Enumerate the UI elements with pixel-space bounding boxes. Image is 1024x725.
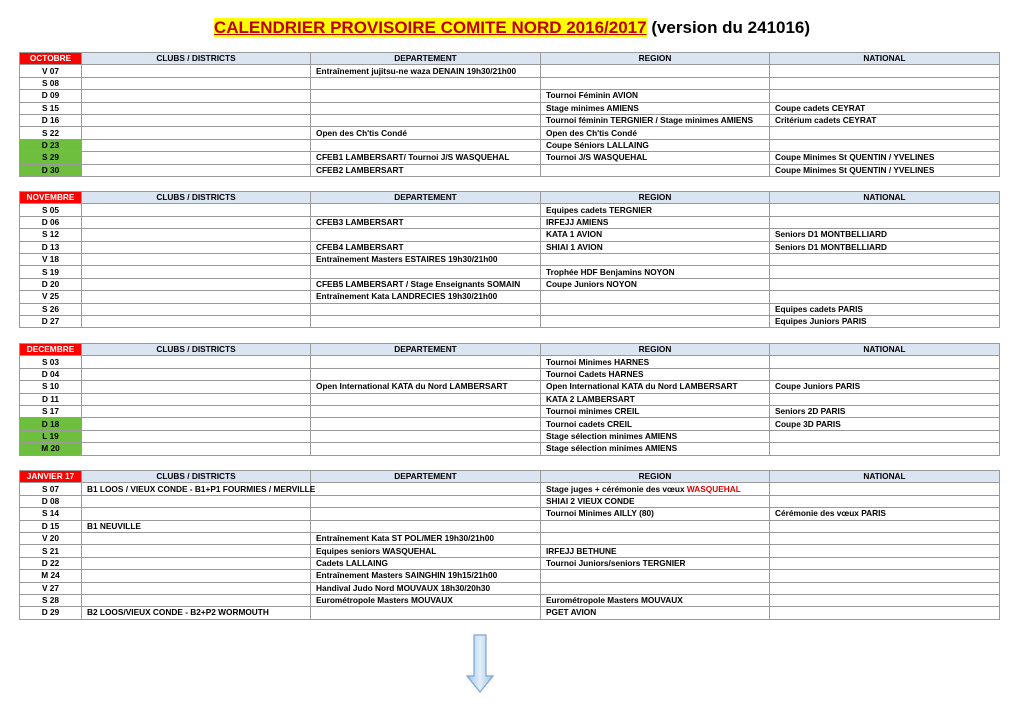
day-cell: D 30 [20,164,82,176]
national-cell [770,90,1000,102]
departement-cell: CFEB2 LAMBERSART [311,164,541,176]
day-cell: D 20 [20,278,82,290]
table-row [20,495,1000,507]
national-cell: Equipes Juniors PARIS [770,315,1000,327]
month-label: OCTOBRE [20,53,82,65]
departement-cell: Eurométropole Masters MOUVAUX [311,594,541,606]
region-cell: Coupe Juniors NOYON [541,278,770,290]
national-cell [770,266,1000,278]
national-cell: Critérium cadets CEYRAT [770,114,1000,126]
national-cell [770,532,1000,544]
departement-cell [311,102,541,114]
departement-cell [311,229,541,241]
departement-cell [311,393,541,405]
region-cell: Eurométropole Masters MOUVAUX [541,594,770,606]
day-cell: S 10 [20,381,82,393]
national-cell [770,545,1000,557]
clubs-cell [82,253,311,265]
national-cell: Seniors 2D PARIS [770,405,1000,417]
departement-cell [311,443,541,455]
table-row [20,114,1000,126]
national-header: NATIONAL [770,192,1000,204]
departement-header: DEPARTEMENT [311,192,541,204]
departement-cell: Entraînement Kata LANDRECIES 19h30/21h00 [311,291,541,303]
departement-cell [311,139,541,151]
departement-cell: Entraînement Kata ST POL/MER 19h30/21h00 [311,532,541,544]
region-cell: Open International KATA du Nord LAMBERSART [541,381,770,393]
departement-cell: Cadets LALLAING [311,557,541,569]
table-row [20,303,1000,315]
table-row [20,315,1000,327]
table-row [20,520,1000,532]
table-row [20,127,1000,139]
departement-cell [311,495,541,507]
national-cell: Seniors D1 MONTBELLIARD [770,229,1000,241]
national-cell [770,557,1000,569]
national-cell [770,570,1000,582]
departement-cell: CFEB3 LAMBERSART [311,216,541,228]
clubs-cell [82,443,311,455]
region-header: REGION [541,53,770,65]
national-header: NATIONAL [770,53,1000,65]
departement-cell [311,483,541,495]
region-cell: Tournoi Minimes HARNES [541,356,770,368]
table-row [20,508,1000,520]
national-cell [770,204,1000,216]
month-label: DECEMBRE [20,344,82,356]
day-cell: S 14 [20,508,82,520]
day-cell: S 22 [20,127,82,139]
day-cell: S 26 [20,303,82,315]
page-title [0,17,1024,39]
clubs-cell [82,368,311,380]
region-cell: Tournoi Juniors/seniors TERGNIER [541,557,770,569]
region-cell: Tournoi J/S WASQUEHAL [541,152,770,164]
region-cell: Tournoi Minimes AILLY (80) [541,508,770,520]
clubs-cell [82,418,311,430]
table-row [20,483,1000,495]
region-header: REGION [541,471,770,483]
region-cell: SHIAI 2 VIEUX CONDE [541,495,770,507]
header-row [20,53,1000,65]
clubs-cell [82,266,311,278]
region-cell: Trophée HDF Benjamins NOYON [541,266,770,278]
region-cell [541,483,770,495]
national-cell [770,520,1000,532]
departement-cell [311,368,541,380]
clubs-cell [82,303,311,315]
region-cell [541,532,770,544]
clubs-cell [82,102,311,114]
clubs-cell [82,216,311,228]
day-cell: S 19 [20,266,82,278]
day-cell: S 17 [20,405,82,417]
region-text: Stage juges + cérémonie des vœux [546,483,685,494]
title-main: CALENDRIER PROVISOIRE COMITE NORD 2016/2017 [213,18,647,37]
day-cell: D 18 [20,418,82,430]
national-cell [770,356,1000,368]
month-table [19,191,1000,328]
national-cell [770,594,1000,606]
day-cell: M 20 [20,443,82,455]
clubs-cell [82,241,311,253]
departement-cell: Entraînement Masters SAINGHIN 19h15/21h00 [311,570,541,582]
day-cell: D 09 [20,90,82,102]
clubs-cell [82,164,311,176]
departement-header: DEPARTEMENT [311,53,541,65]
day-cell: D 27 [20,315,82,327]
departement-cell: Handival Judo Nord MOUVAUX 18h30/20h30 [311,582,541,594]
table-row [20,278,1000,290]
day-cell: S 05 [20,204,82,216]
table-row [20,356,1000,368]
clubs-cell [82,90,311,102]
table-row [20,65,1000,77]
clubs-cell [82,77,311,89]
national-cell: Equipes cadets PARIS [770,303,1000,315]
table-row [20,607,1000,619]
departement-cell [311,405,541,417]
region-cell: Equipes cadets TERGNIER [541,204,770,216]
clubs-cell [82,570,311,582]
table-row [20,164,1000,176]
departement-cell [311,303,541,315]
day-cell: V 25 [20,291,82,303]
national-cell [770,216,1000,228]
national-cell [770,483,1000,495]
departement-cell: Equipes seniors WASQUEHAL [311,545,541,557]
national-cell [770,253,1000,265]
departement-cell [311,430,541,442]
day-cell: D 11 [20,393,82,405]
departement-header: DEPARTEMENT [311,471,541,483]
day-cell: D 29 [20,607,82,619]
region-cell [541,65,770,77]
region-cell [541,164,770,176]
region-cell: Tournoi cadets CREIL [541,418,770,430]
region-cell [541,77,770,89]
month-label: JANVIER 17 [20,471,82,483]
clubs-cell [82,508,311,520]
table-row [20,77,1000,89]
national-cell [770,430,1000,442]
clubs-header: CLUBS / DISTRICTS [82,344,311,356]
region-cell: Stage sélection minimes AMIENS [541,443,770,455]
day-cell: V 07 [20,65,82,77]
day-cell: D 06 [20,216,82,228]
region-cell: IRFEJJ AMIENS [541,216,770,228]
table-row [20,443,1000,455]
day-cell: S 08 [20,77,82,89]
table-row [20,368,1000,380]
clubs-cell [82,582,311,594]
day-cell: V 20 [20,532,82,544]
national-cell [770,127,1000,139]
clubs-cell [82,65,311,77]
clubs-cell [82,356,311,368]
day-cell: D 16 [20,114,82,126]
day-cell: S 28 [20,594,82,606]
day-cell: D 23 [20,139,82,151]
region-cell: Stage minimes AMIENS [541,102,770,114]
table-row [20,557,1000,569]
departement-cell [311,77,541,89]
clubs-header: CLUBS / DISTRICTS [82,471,311,483]
day-cell: V 27 [20,582,82,594]
table-row [20,253,1000,265]
region-cell [541,520,770,532]
table-row [20,241,1000,253]
table-row [20,204,1000,216]
national-cell [770,291,1000,303]
day-cell: V 18 [20,253,82,265]
clubs-cell [82,405,311,417]
national-cell: Coupe Minimes St QUENTIN / YVELINES [770,164,1000,176]
region-cell [541,291,770,303]
clubs-cell [82,381,311,393]
day-cell: S 12 [20,229,82,241]
day-cell: D 22 [20,557,82,569]
clubs-cell: B1 LOOS / VIEUX CONDE - B1+P1 FOURMIES / MERVILLE [82,483,311,495]
region-cell: SHIAI 1 AVION [541,241,770,253]
clubs-cell [82,532,311,544]
national-cell [770,495,1000,507]
table-row [20,594,1000,606]
day-cell: D 13 [20,241,82,253]
day-cell: S 03 [20,356,82,368]
table-row [20,570,1000,582]
departement-header: DEPARTEMENT [311,344,541,356]
down-arrow-icon [466,634,494,694]
clubs-cell [82,114,311,126]
region-cell: Coupe Séniors LALLAING [541,139,770,151]
clubs-cell [82,152,311,164]
national-cell [770,582,1000,594]
departement-cell [311,266,541,278]
clubs-cell [82,278,311,290]
table-row [20,152,1000,164]
national-cell: Seniors D1 MONTBELLIARD [770,241,1000,253]
table-row [20,405,1000,417]
month-table [19,343,1000,456]
region-cell [541,303,770,315]
national-cell [770,65,1000,77]
clubs-cell [82,127,311,139]
national-header: NATIONAL [770,344,1000,356]
departement-cell [311,607,541,619]
day-cell: S 07 [20,483,82,495]
departement-cell: CFEB5 LAMBERSART / Stage Enseignants SOMAIN [311,278,541,290]
national-cell [770,393,1000,405]
table-row [20,216,1000,228]
clubs-header: CLUBS / DISTRICTS [82,192,311,204]
table-row [20,291,1000,303]
clubs-header: CLUBS / DISTRICTS [82,53,311,65]
title-version: (version du 241016) [646,18,811,37]
clubs-cell [82,291,311,303]
departement-cell [311,315,541,327]
departement-cell: CFEB4 LAMBERSART [311,241,541,253]
departement-cell [311,204,541,216]
day-cell: D 04 [20,368,82,380]
national-cell: Coupe Juniors PARIS [770,381,1000,393]
clubs-cell [82,229,311,241]
table-row [20,139,1000,151]
clubs-cell [82,393,311,405]
region-cell: KATA 1 AVION [541,229,770,241]
clubs-cell: B1 NEUVILLE [82,520,311,532]
table-row [20,418,1000,430]
national-cell: Coupe 3D PARIS [770,418,1000,430]
clubs-cell [82,557,311,569]
table-row [20,381,1000,393]
clubs-cell [82,545,311,557]
clubs-cell [82,315,311,327]
month-table [19,470,1000,620]
region-header: REGION [541,192,770,204]
region-cell [541,570,770,582]
region-cell: KATA 2 LAMBERSART [541,393,770,405]
table-row [20,545,1000,557]
national-cell [770,139,1000,151]
region-header: REGION [541,344,770,356]
national-cell: Coupe cadets CEYRAT [770,102,1000,114]
national-cell [770,443,1000,455]
region-cell: Tournoi Cadets HARNES [541,368,770,380]
table-row [20,266,1000,278]
departement-cell [311,508,541,520]
clubs-cell [82,139,311,151]
month-table [19,52,1000,177]
departement-cell [311,356,541,368]
region-cell: Open des Ch'tis Condé [541,127,770,139]
table-row [20,102,1000,114]
region-cell [541,315,770,327]
clubs-cell [82,594,311,606]
table-row [20,430,1000,442]
national-cell [770,368,1000,380]
region-cell: Stage sélection minimes AMIENS [541,430,770,442]
clubs-cell: B2 LOOS/VIEUX CONDE - B2+P2 WORMOUTH [82,607,311,619]
clubs-cell [82,495,311,507]
departement-cell [311,114,541,126]
departement-cell: Entraînement jujitsu-ne waza DENAIN 19h30/21h00 [311,65,541,77]
month-label: NOVEMBRE [20,192,82,204]
table-row [20,582,1000,594]
day-cell: S 29 [20,152,82,164]
region-cell: PGET AVION [541,607,770,619]
national-cell [770,607,1000,619]
region-cell [541,582,770,594]
clubs-cell [82,430,311,442]
departement-cell [311,520,541,532]
header-row [20,471,1000,483]
national-cell [770,77,1000,89]
region-cell: IRFEJJ BETHUNE [541,545,770,557]
day-cell: S 21 [20,545,82,557]
national-cell: Cérémonie des vœux PARIS [770,508,1000,520]
national-cell [770,278,1000,290]
region-cell [541,253,770,265]
departement-cell [311,418,541,430]
day-cell: D 15 [20,520,82,532]
day-cell: L 19 [20,430,82,442]
header-row [20,344,1000,356]
departement-cell [311,90,541,102]
departement-cell: Open International KATA du Nord LAMBERSART [311,381,541,393]
clubs-cell [82,204,311,216]
table-row [20,90,1000,102]
region-cell: Tournoi féminin TERGNIER / Stage minimes AMIENS [541,114,770,126]
departement-cell: CFEB1 LAMBERSART/ Tournoi J/S WASQUEHAL [311,152,541,164]
national-header: NATIONAL [770,471,1000,483]
day-cell: D 08 [20,495,82,507]
table-row [20,393,1000,405]
region-highlight-text: WASQUEHAL [684,483,741,494]
day-cell: S 15 [20,102,82,114]
region-cell: Tournoi minimes CREIL [541,405,770,417]
national-cell: Coupe Minimes St QUENTIN / YVELINES [770,152,1000,164]
day-cell: M 24 [20,570,82,582]
table-row [20,229,1000,241]
departement-cell: Entraînement Masters ESTAIRES 19h30/21h00 [311,253,541,265]
header-row [20,192,1000,204]
region-cell: Tournoi Féminin AVION [541,90,770,102]
table-row [20,532,1000,544]
departement-cell: Open des Ch'tis Condé [311,127,541,139]
